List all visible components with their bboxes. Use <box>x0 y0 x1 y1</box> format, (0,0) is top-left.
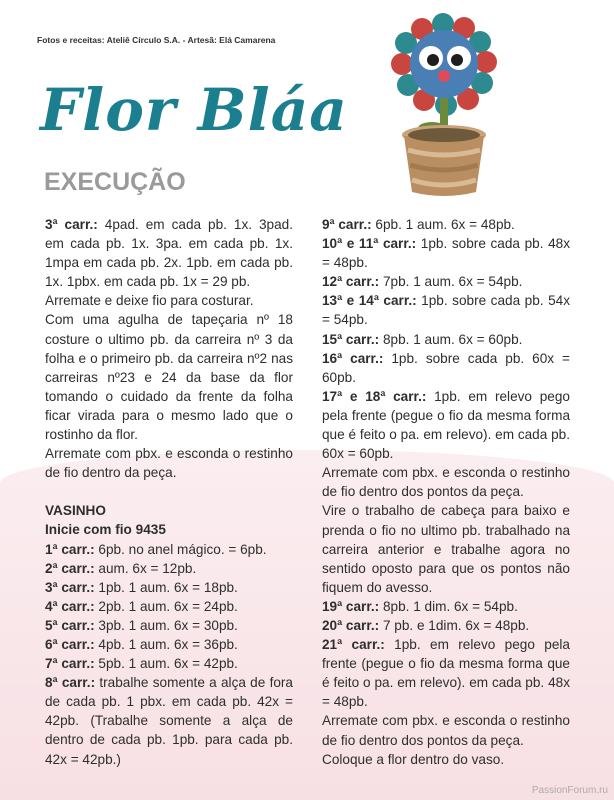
instruction-line <box>322 330 570 349</box>
instructions-leaf <box>45 215 293 482</box>
page-title: Flor Bláa <box>40 76 348 144</box>
instruction-line <box>322 215 570 234</box>
row-label: 20ª carr.: <box>322 617 380 633</box>
row-label: 3ª carr.: <box>45 217 98 232</box>
row-text: 6pb. 1 aum. 6x = 48pb. <box>371 217 515 232</box>
row-text: 8pb. 1 dim. 6x = 54pb. <box>379 598 518 614</box>
instruction-line <box>45 616 293 635</box>
instruction-line <box>322 616 570 635</box>
instruction-line <box>322 597 570 616</box>
flower-pot-photo <box>378 10 508 200</box>
vasinho-heading: VASINHO <box>45 503 106 519</box>
row-text: Com uma agulha de tapeçaria nº 18 costure o ultimo pb. da carreira nº 3 da folha e o primeiro pb. da carreira nº2 nas carreiras nº23 e 24 da base da flor tomando o cuidado da frente da folha ficar virada para o mesmo lado que o rostinho da flor. <box>45 312 293 443</box>
row-text: 1pb. 1 aum. 6x = 18pb. <box>94 579 238 595</box>
right-column <box>322 215 570 769</box>
instruction-line <box>45 635 293 654</box>
row-label: 21ª carr.: <box>322 637 385 653</box>
row-text: 2pb. 1 aum. 6x = 24pb. <box>94 598 238 614</box>
instruction-line <box>322 387 570 463</box>
row-text: 1pb. em relevo pego pela frente (pegue o fio da mesma forma que é feito o pa. em relevo). em cada pb. 48x = 48pb. <box>322 637 570 710</box>
row-label: 2ª carr.: <box>45 560 95 576</box>
row-label: 13ª e 14ª carr.: <box>322 293 417 309</box>
row-label: 6ª carr.: <box>45 636 95 652</box>
row-text: 1pb. sobre cada pb. 60x = 60pb. <box>322 350 570 385</box>
row-text: 8pb. 1 aum. 6x = 60pb. <box>379 331 523 347</box>
row-label: 19ª carr.: <box>322 598 380 614</box>
row-label: 16ª carr.: <box>322 350 384 366</box>
instruction-line <box>45 559 293 578</box>
instruction-line <box>45 654 293 673</box>
row-text: Arremate com pbx. e esconda o restinho de fio dentro dos pontos da peça. <box>322 713 570 748</box>
instruction-line <box>322 234 570 272</box>
row-text: Arremate com pbx. e esconda o restinho de fio dentro dos pontos da peça. <box>322 465 570 500</box>
row-label: 5ª carr.: <box>45 617 95 633</box>
instruction-line <box>322 291 570 329</box>
row-label: 3ª carr.: <box>45 579 95 595</box>
instruction-line <box>322 750 570 769</box>
row-label: 10ª e 11ª carr.: <box>322 236 417 252</box>
row-label: 17ª e 18ª carr.: <box>322 388 427 404</box>
watermark: PassionForum.ru <box>531 785 608 796</box>
instruction-line <box>322 501 570 596</box>
instruction-line <box>45 444 293 482</box>
row-label: 12ª carr.: <box>322 274 380 290</box>
row-label: 15ª carr.: <box>322 331 380 347</box>
instruction-line <box>322 272 570 291</box>
section-heading: EXECUÇÃO <box>44 168 186 196</box>
row-text: Arremate com pbx. e esconda o restinho de fio dentro da peça. <box>45 446 293 481</box>
row-text: Vire o trabalho de cabeça para baixo e prenda o fio no ultimo pb. trabalhado na carreira anterior e trabalhe agora no sentido oposto para que os pontos não fiquem do avesso. <box>322 503 570 595</box>
row-text: 6pb. no anel mágico. = 6pb. <box>94 541 267 557</box>
row-text: Arremate e deixe fio para costurar. <box>45 293 254 309</box>
instructions-pot-left <box>45 540 293 769</box>
instruction-line <box>45 310 293 444</box>
vasinho-subheading: Inicie com fio 9435 <box>45 522 166 538</box>
row-label: 4ª carr.: <box>45 598 95 614</box>
row-text: 1pb. sobre cada pb. 48x = 48pb. <box>322 236 571 271</box>
row-label: 8ª carr.: <box>45 675 96 691</box>
row-text: 1pb. em relevo pego pela frente (pegue o fio da mesma forma que é feito o pa. em relevo). em cada pb. 60x = 60pb. <box>322 388 570 462</box>
instruction-line <box>322 463 570 501</box>
instruction-line <box>45 673 293 768</box>
row-text: Coloque a flor dentro do vaso. <box>322 751 505 767</box>
instruction-line <box>45 540 293 559</box>
row-text: 4pad. em cada pb. 1x. 3pad. em cada pb. 1x. 3pa. em cada pb. 1x. 1mpa em cada pb. 2x. 1pb. em cada pb. 1x. 1pbx. em cada pb. 1x = 29 pb. <box>45 217 293 290</box>
row-label: 9ª carr.: <box>322 217 372 232</box>
credits: Fotos e receitas: Ateliê Círculo S.A. - Artesã: Elá Camarena <box>37 35 276 45</box>
instruction-line <box>322 711 570 749</box>
row-label: 1ª carr.: <box>45 541 95 557</box>
instruction-line <box>322 635 570 711</box>
row-text: aum. 6x = 12pb. <box>94 560 197 576</box>
row-label: 7ª carr.: <box>45 656 95 672</box>
row-text: trabalhe somente a alça de fora de cada pb. 1 pbx. em cada pb. 42x = 42pb. (Trabalhe somente a alça de dentro de cada pb. 1pb. para cada pb. 42x = 42pb.) <box>45 675 293 767</box>
row-text: 5pb. 1 aum. 6x = 42pb. <box>94 656 238 672</box>
instruction-line <box>45 215 293 291</box>
row-text: 4pb. 1 aum. 6x = 36pb. <box>94 636 238 652</box>
row-text: 7 pb. e 1dim. 6x = 48pb. <box>379 617 530 633</box>
row-text: 1pb. sobre cada pb. 54x = 54pb. <box>322 293 571 328</box>
instruction-line <box>45 597 293 616</box>
row-text: 7pb. 1 aum. 6x = 54pb. <box>379 274 523 290</box>
row-text: 3pb. 1 aum. 6x = 30pb. <box>94 617 238 633</box>
instructions-pot-right <box>322 215 570 769</box>
instruction-line <box>45 578 293 597</box>
instruction-line <box>322 349 570 387</box>
left-column <box>45 215 293 769</box>
instruction-line <box>45 291 293 310</box>
